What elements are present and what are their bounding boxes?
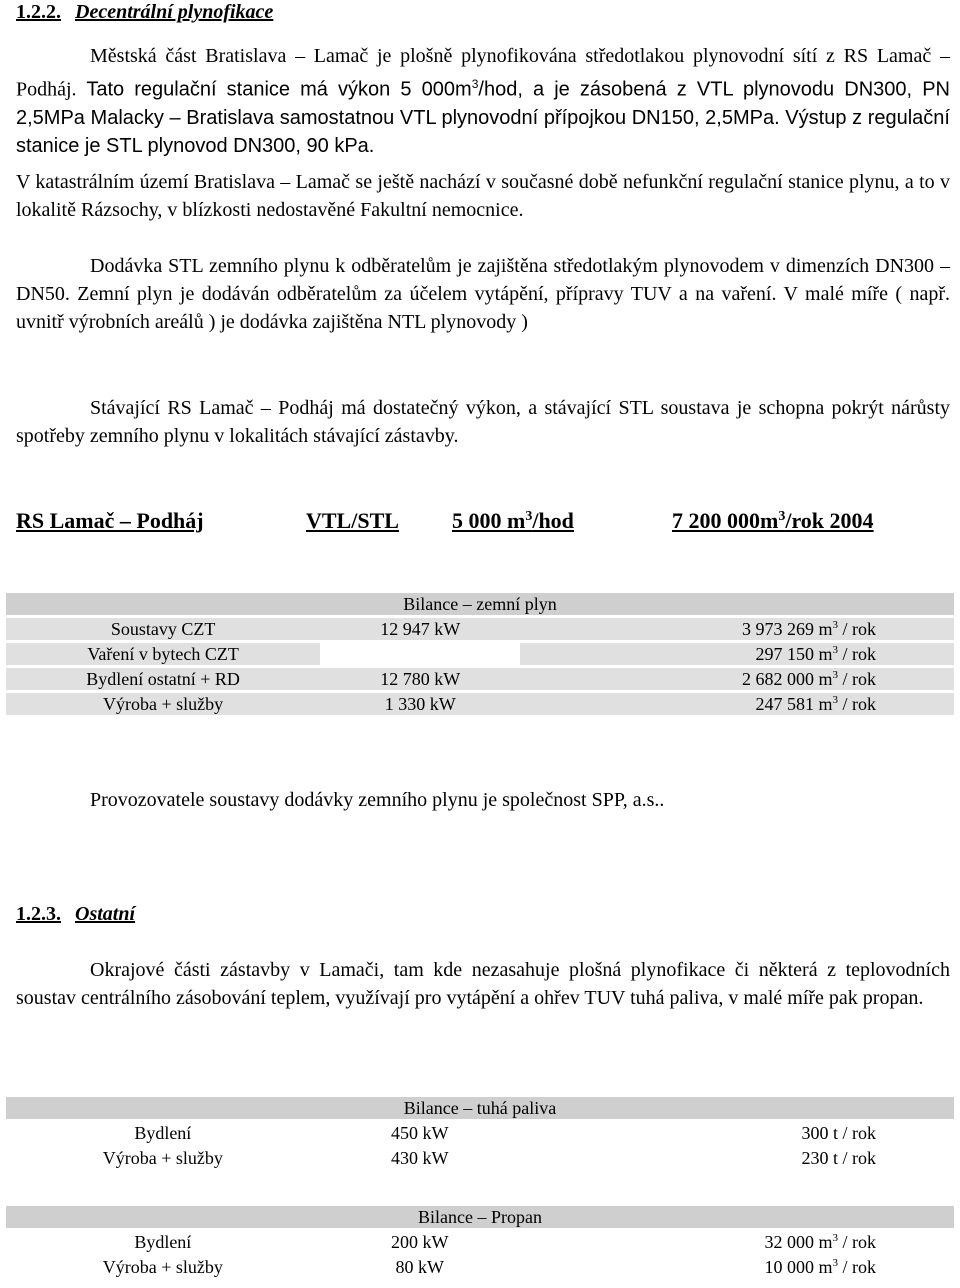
section-number: 1.2.3. xyxy=(16,903,61,925)
table-bilance-tuha-paliva xyxy=(6,1094,954,1172)
summary-type: VTL/STL xyxy=(306,508,399,533)
paragraph-okrajove-casti xyxy=(16,956,950,1012)
section-title: Ostatní xyxy=(75,903,136,925)
paragraph-text: Dodávka STL zemního plynu k odběratelům je zajištěna středotlakým plynovodem v dimenzích DN300 – DN50. Zemní plyn je dodáván odběratelům za účelem vytápění, přípravy TUV a na vaření. V malé míře ( např. uvnitř výrobních areálů ) je dodávka zajištěna NTL plynovody ) xyxy=(16,255,950,333)
table-title: Bilance – Propan xyxy=(6,1206,954,1228)
table-bilance-propan xyxy=(6,1203,954,1281)
table-title-row xyxy=(6,1206,954,1228)
section-number: 1.2.2. xyxy=(16,1,61,23)
table-title-row xyxy=(6,593,954,615)
summary-capacity: 5 000 $m^3$/hod xyxy=(452,508,574,533)
table-bilance-zemni-plyn xyxy=(6,590,954,718)
table-row: Bydlení 200 kW 32 000 $m^3$ / rok xyxy=(134,1232,876,1252)
paragraph-katastralni xyxy=(16,168,950,224)
table-row: Vaření v bytech CZT 297 150 $m^3$ / rok xyxy=(6,643,954,665)
table-row: Výroba + služby 430 kW 230 t / rok xyxy=(102,1148,876,1168)
table-row: Soustavy CZT 12 947 kW 3 973 269 $m^3$ / rok xyxy=(6,618,954,640)
paragraph-text: Okrajové části zástavby v Lamači, tam kde nezasahuje plošná plynofikace či některá z teplovodních soustav centrálního zásobování teplem, využívají pro vytápění a ohřev TUV tuhá paliva, v malé míře pak propan. xyxy=(16,959,950,1009)
paragraph-text-c: V katastrálním území Bratislava – Lamač se ještě nachází v současné době nefunkční regulační stanice plynu, a to v lokalitě Rázsochy, v blízkosti nedostavěné Fakultní nemocnice. xyxy=(16,171,950,221)
summary-annual: 7 200 $000m^3$/rok 2004 xyxy=(672,508,874,533)
paragraph-text: Stávající RS Lamač – Podháj má dostatečný výkon, a stávající STL soustava je schopna pokrýt nárůsty spotřeby zemního plynu v lokalitách stávající zástavby. xyxy=(16,397,950,447)
paragraph-text: Provozovatele soustavy dodávky zemního plynu je společnost SPP, a.s.. xyxy=(90,789,665,811)
summary-station: RS Lamač – Podháj xyxy=(16,508,204,533)
table-row: Bydlení ostatní + RD 12 780 kW 2 682 000 $m^3$ / rok xyxy=(6,668,954,690)
paragraph-text-b-pre: Tato regulační stanice má výkon 5 000m xyxy=(76,78,472,101)
table-title: Bilance – zemní plyn xyxy=(6,593,954,615)
superscript: 3 xyxy=(471,77,479,91)
paragraph-text-a: Městská část Bratislava – Lamač je plošně plynofikována středotlakou plynovodní sítí z RS Lamač – Podháj. xyxy=(16,45,950,101)
paragraph-dodavka xyxy=(16,252,950,336)
table-row: Výroba + služby 80 kW 10 000 $m^3$ / rok xyxy=(102,1257,876,1277)
section-title: Decentrální plynofikace xyxy=(75,1,274,23)
paragraph-text-b-post: /hod, a je zásobená z VTL plynovodu DN300, PN 2,5MPa Malacky – Bratislava samostatnou VTL plynovodní přípojkou DN150, 2,5MPa. Výstup z regulační stanice je STL plynovod DN300, 90 kPa. xyxy=(16,78,951,157)
table-title: Bilance – tuhá paliva xyxy=(6,1097,954,1119)
section-heading-1-2-3 xyxy=(16,902,135,926)
section-heading-1-2-2 xyxy=(16,0,273,24)
paragraph-stavajici-rs xyxy=(16,394,950,450)
paragraph-provozovatel xyxy=(90,786,950,814)
table-row: Výroba + služby 1 330 kW 247 581 $m^3$ / rok xyxy=(6,693,954,715)
table-title-row xyxy=(6,1097,954,1119)
table-row: Bydlení 450 kW 300 t / rok xyxy=(134,1123,876,1143)
paragraph-plynofikace xyxy=(16,42,950,160)
